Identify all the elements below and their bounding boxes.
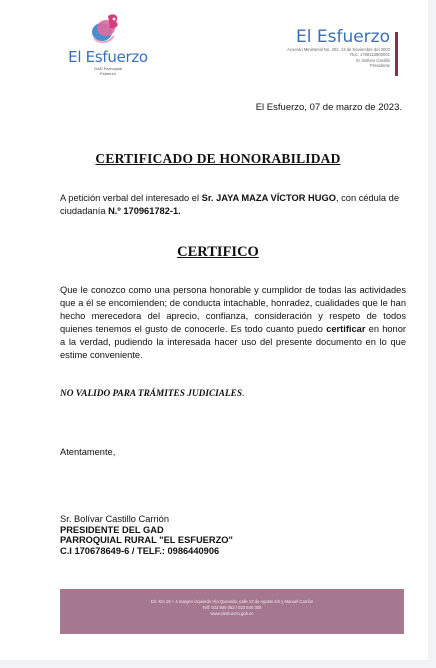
letterhead-footer [60,589,404,634]
dove-logo-icon [84,10,128,48]
signer-name: Sr. Bolívar Castillo Carrión [60,514,170,524]
document-title: CERTIFICADO DE HONORABILIDAD [95,151,341,166]
body-text-1: Que le conozco como una persona honorable y cumplidor de todas las actividades que a él se encomienden; de conducta intachable, honradez, cualidades que le han hecho merecedora del aprecio, confianza, consideración y respeto de todos quienes tenemos el gusto de conocerle. Es todo cuanto puedo [60,285,406,335]
body-bold-word: certificar [326,324,366,335]
intro-paragraph [60,192,406,217]
letterhead-info [287,28,390,69]
signer-contact: C.I 170678649-6 / TELF.: 0986440906 [60,545,220,556]
logo-sub-line-1: GAD Parroquial [93,66,122,71]
footer-address: Dir: Km 19 + 4 margen izquierdo Vía Quevedo, calle 13 de Agosto s/n y Manuel Carrión [150,599,314,604]
document-date: El Esfuerzo, 07 de marzo de 2023. [255,102,402,113]
logo-subtitle [66,66,150,76]
validity-note [60,389,244,399]
signer-role-1: PRESIDENTE DEL GAD [60,524,164,535]
closing-salutation: Atentamente, [60,447,116,457]
validity-note-text: NO VALIDO PARA TRÁMITES JUDICIALES [60,389,243,399]
signer-role-2: PARROQUIAL RURAL "EL ESFUERZO" [60,535,233,545]
logo-name: El Esfuerzo [68,48,148,66]
signature-block [60,514,233,556]
footer-website: www.elesfuerzo.gob.ec [210,611,254,616]
intro-text-2: , con cédula de ciudadanía [60,193,400,216]
letterhead-title: El Esfuerzo [296,27,390,47]
letterhead-line-4: Presidente [369,63,390,69]
letterhead-accent-bar [395,32,398,76]
gad-logo [62,10,152,76]
body-text-2: en honor a la verdad, pudiendo la interesada hacer uso del presente documento en lo que estime conveniente. [60,324,406,361]
footer-phone: Telf: 023 840 053 / 023 840 306 [202,605,262,610]
logo-sub-line-2: Esfuerzo [100,71,116,76]
intro-name: Sr. JAYA MAZA VÍCTOR HUGO [201,193,336,203]
certification-body [60,284,406,363]
intro-id: N.º 170961782-1. [108,205,181,216]
section-heading: CERTIFICO [177,244,259,260]
letterhead-line-1: Acuerdo Ministerial No. 302, 13 de Noviembre del 2003 [287,47,390,52]
letterhead-line-2: Ruc: 1768113800001 [350,52,390,58]
letterhead-line-3: Sr. Bolívar Castillo [355,57,390,63]
intro-text-1: A petición verbal del interesado el [60,193,202,203]
validity-note-period: . [242,389,245,399]
